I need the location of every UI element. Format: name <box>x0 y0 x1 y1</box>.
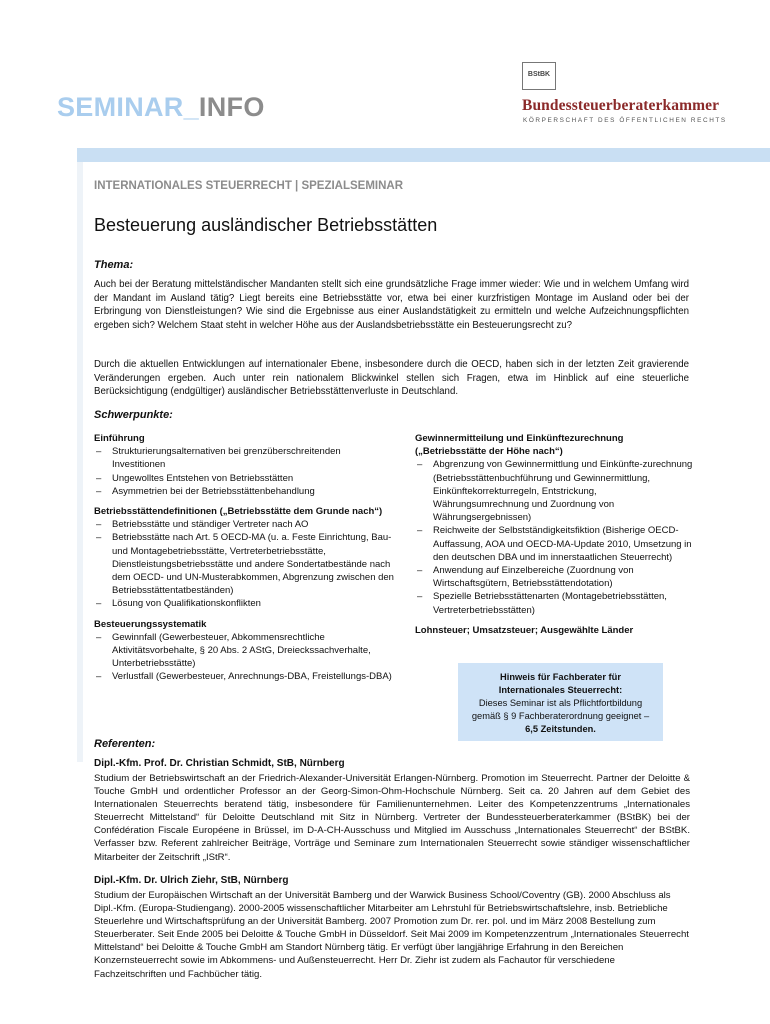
schwerpunkt-list <box>94 631 394 684</box>
bstbk-logo <box>522 62 727 126</box>
fachberater-hint-box <box>458 663 663 741</box>
left-accent-bar <box>77 162 83 762</box>
referenten-label: Referenten: <box>94 738 156 750</box>
list-item: – Strukturierungsalternativen bei grenzüberschreitenden Investitionen <box>94 445 394 471</box>
list-item: – Betriebsstätte und ständiger Vertreter nach AO <box>94 518 394 531</box>
list-item: – Reichweite der Selbstständigkeitsfiktion (Bisherige OECD-Auffassung, AOA und OECD-MA-Update 2010, Umsetzung in den deutschen DBA und im innerstaatlichen Steuerrecht) <box>415 524 693 564</box>
list-item: – Lösung von Qualifikationskonflikten <box>94 597 394 610</box>
seminar-info-title <box>57 92 265 123</box>
schwerpunkt-list <box>415 458 693 616</box>
page-header <box>0 0 770 150</box>
logo-name: Bundessteuerberaterkammer <box>522 97 720 114</box>
schwerpunkt-group-title: Einführung <box>94 433 145 444</box>
list-item: – Verlustfall (Gewerbesteuer, Anrechnungs-DBA, Freistellungs-DBA) <box>94 670 394 683</box>
referent-name-2: Dipl.-Kfm. Dr. Ulrich Ziehr, StB, Nürnberg <box>94 875 289 886</box>
referent-bio-2: Studium der Europäischen Wirtschaft an der Universität Bamberg und der Warwick Business School/Coventry (GB). 2000 Abschluss als Dipl.-Kfm. (Europa-Studiengang). 2000-2005 wissenschaftlicher Mitarbeiter am Lehrstuhl für Betriebswirtschaftslehre, insb. Betriebliche Steuerlehre und Wirtschaftsprüfung an der Universität Bamberg. 2007 Promotion zum Dr. rer. pol. und im März 2008 Bestellung zum Steuerberater. Seit Ende 2005 bei Deloitte & Touche GmbH in Düsseldorf. Seit Mai 2009 im Kompetenzzentrum „Internationales Steuerrecht Mittelstand“ bei Deloitte & Touche GmbH am Standort Nürnberg tätig. Er verfügt über langjährige Erfahrung in den Bereichen Konzernsteuerrecht sowie im Abkommens- und Außensteuerrecht. Herr Dr. Ziehr ist zudem als Fachautor für verschiedene Fachzeitschriften und Fachbücher tätig. <box>94 890 689 980</box>
schwerpunkt-group-title: Lohnsteuer; Umsatzsteuer; Ausgewählte Länder <box>415 624 634 636</box>
hint-text-line-2: gemäß § 9 Fachberaterordnung geeignet – <box>471 711 650 721</box>
list-item: – Gewinnfall (Gewerbesteuer, Abkommensrechtliche Aktivitätsvorbehalte, § 20 Abs. 2 AStG, Dreieckssachverhalte, Unterbetriebsstätte) <box>94 631 394 671</box>
logo-subtitle: KÖRPERSCHAFT DES ÖFFENTLICHEN RECHTS <box>523 117 727 124</box>
schwerpunkte-right-column <box>415 432 693 644</box>
referent-bio-1: Studium der Betriebswirtschaft an der Friedrich-Alexander-Universität Erlangen-Nürnberg. Promotion im Steuerrecht. Partner der Deloitte & Touche GmbH und ordentlicher Professor an der Georg-Simon-Ohm-Hochschule Nürnberg. Seit ca. 20 Jahren auf dem Gebiet des Internationalen Steuerrechts beratend tätig, insbesondere für Familienunternehmen. Leiter des Kompetenzzentrums „Internationales Steuerrecht Mittelstand“ für Deloitte Deutschland mit Sitz in Nürnberg. Vertreter der Bundessteuerberaterkammer (BStBK) bei der Confédération Fiscale Européene in Brüssel, im D-A-CH-Ausschuss und Mitglied im Ausschuss „Internationales Steuerrecht“ der BStBK. Verfasser bzw. Referent zahlreicher Beiträge, Vorträge und Seminare zum Internationalen Steuerrecht sowie ständiger wissenschaftlicher Mitarbeiter der Zeitschrift „IStR“. <box>94 773 690 863</box>
schwerpunkte-left-column <box>94 432 394 691</box>
logo-mark: BStBK <box>522 62 556 90</box>
list-item: – Anwendung auf Einzelbereiche (Zuordnung von Wirtschaftsgütern, Betriebsstättendotation) <box>415 564 693 590</box>
thema-paragraph-1: Auch bei der Beratung mittelständischer Mandanten stellt sich eine grundsätzliche Frage immer wieder: Wie und in welchem Umfang wird der Mandant im Ausland tätig? Liegt bereits eine Betriebsstätte vor, etwa bei einer kurzfristigen Montage im Ausland oder bei der Erbringung von Dienstleistungen? Wie sind die Ergebnisse aus einer Auslandstätigkeit zu ermitteln und welche Aufzeichnungspflichten ergeben sich? Welchem Staat steht in welcher Höhe aus der Auslandsbetriebsstätte ein Besteuerungsrecht zu? <box>94 279 689 331</box>
list-item: – Betriebsstätte nach Art. 5 OECD-MA (u. a. Feste Einrichtung, Bau- und Montagebetriebsstätte, Vertreterbetriebsstätte, Dienstleistungsbetriebsstätte und andere Sondertatbestände nach dem OECD- und UN-Musterabkommen, Abgrenzung zwischen den Betriebsstättentatbeständen) <box>94 531 394 597</box>
schwerpunkt-list <box>94 445 394 498</box>
hint-title-line-1: Hinweis für Fachberater für <box>500 672 621 682</box>
seminar-title: Besteuerung ausländischer Betriebsstätten <box>94 215 438 235</box>
thema-label: Thema: <box>94 259 134 271</box>
list-item: – Spezielle Betriebsstättenarten (Montagebetriebsstätten, Vertreterbetriebsstätten) <box>415 590 693 616</box>
schwerpunkte-label: Schwerpunkte: <box>94 409 173 421</box>
hint-text-line-1: Dieses Seminar ist als Pflichtfortbildung <box>478 698 643 708</box>
title-part-seminar: SEMINAR_ <box>57 92 199 122</box>
schwerpunkt-group-title: Gewinnermitteilung und Einkünftezurechnung („Betriebsstätte der Höhe nach“) <box>415 433 624 458</box>
hint-title-line-2: Internationales Steuerrecht: <box>498 685 623 695</box>
header-band <box>77 148 770 162</box>
list-item: – Asymmetrien bei der Betriebsstättenbehandlung <box>94 485 394 498</box>
title-part-info: INFO <box>198 92 265 122</box>
thema-paragraph-2: Durch die aktuellen Entwicklungen auf internationaler Ebene, insbesondere durch die OECD, haben sich in der letzten Zeit gravierende Veränderungen ergeben. Auch unter rein nationalem Blickwinkel stellen sich Fragen, etwa im Hinblick auf eine steuerliche Berücksichtigung (endgültiger) ausländischer Betriebsstättenverluste in Deutschland. <box>94 359 689 397</box>
hint-hours: 6,5 Zeitstunden. <box>525 724 596 734</box>
schwerpunkt-group-title: Besteuerungssystematik <box>94 618 207 630</box>
list-item: – Abgrenzung von Gewinnermittlung und Einkünfte-zurechnung (Betriebsstättenbuchführung und Gewinnermittlung, Einkünftekorrekturregeln, Entstrickung, Währungsumrechnung und Zuordnung von Währungsergebnissen) <box>415 458 693 524</box>
seminar-category: INTERNATIONALES STEUERRECHT | SPEZIALSEMINAR <box>94 180 404 192</box>
schwerpunkt-group-title: Betriebsstättendefinitionen („Betriebsstätte dem Grunde nach“) <box>94 506 383 518</box>
list-item: – Ungewolltes Entstehen von Betriebsstätten <box>94 472 394 485</box>
schwerpunkt-list <box>94 518 394 610</box>
referent-name-1: Dipl.-Kfm. Prof. Dr. Christian Schmidt, StB, Nürnberg <box>94 758 345 769</box>
